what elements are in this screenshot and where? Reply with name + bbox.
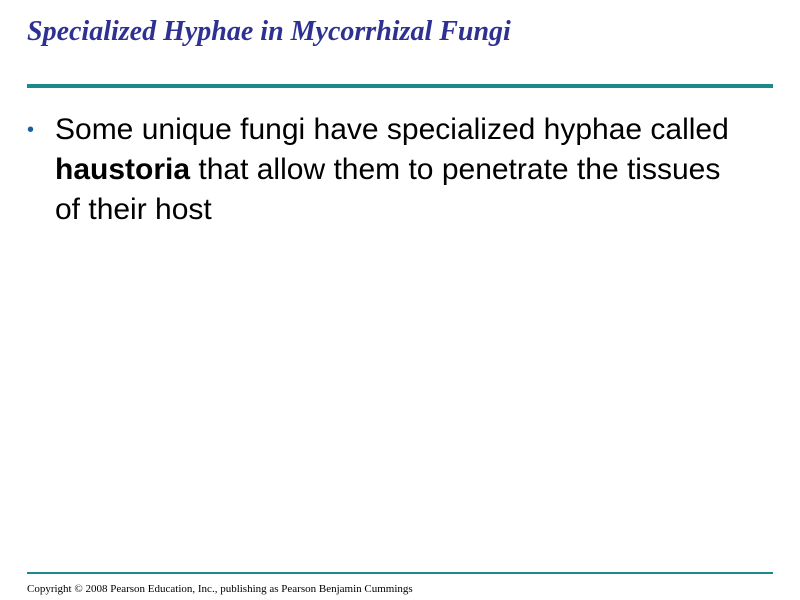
copyright-footer: Copyright © 2008 Pearson Education, Inc., publishing as Pearson Benjamin Cummings [27, 583, 413, 595]
bullet-key-term: haustoria [55, 153, 191, 186]
slide-title: Specialized Hyphae in Mycorrhizal Fungi [27, 16, 511, 47]
bullet-text-before: Some unique fungi have specialized hyphae called [55, 113, 729, 146]
footer-divider [27, 572, 773, 574]
bullet-list [27, 110, 747, 230]
title-divider [27, 84, 773, 88]
bullet-text-after: that allow them to penetrate the tissues of their host [55, 153, 721, 226]
bullet-item [27, 110, 747, 230]
bullet-marker: • [27, 119, 35, 141]
